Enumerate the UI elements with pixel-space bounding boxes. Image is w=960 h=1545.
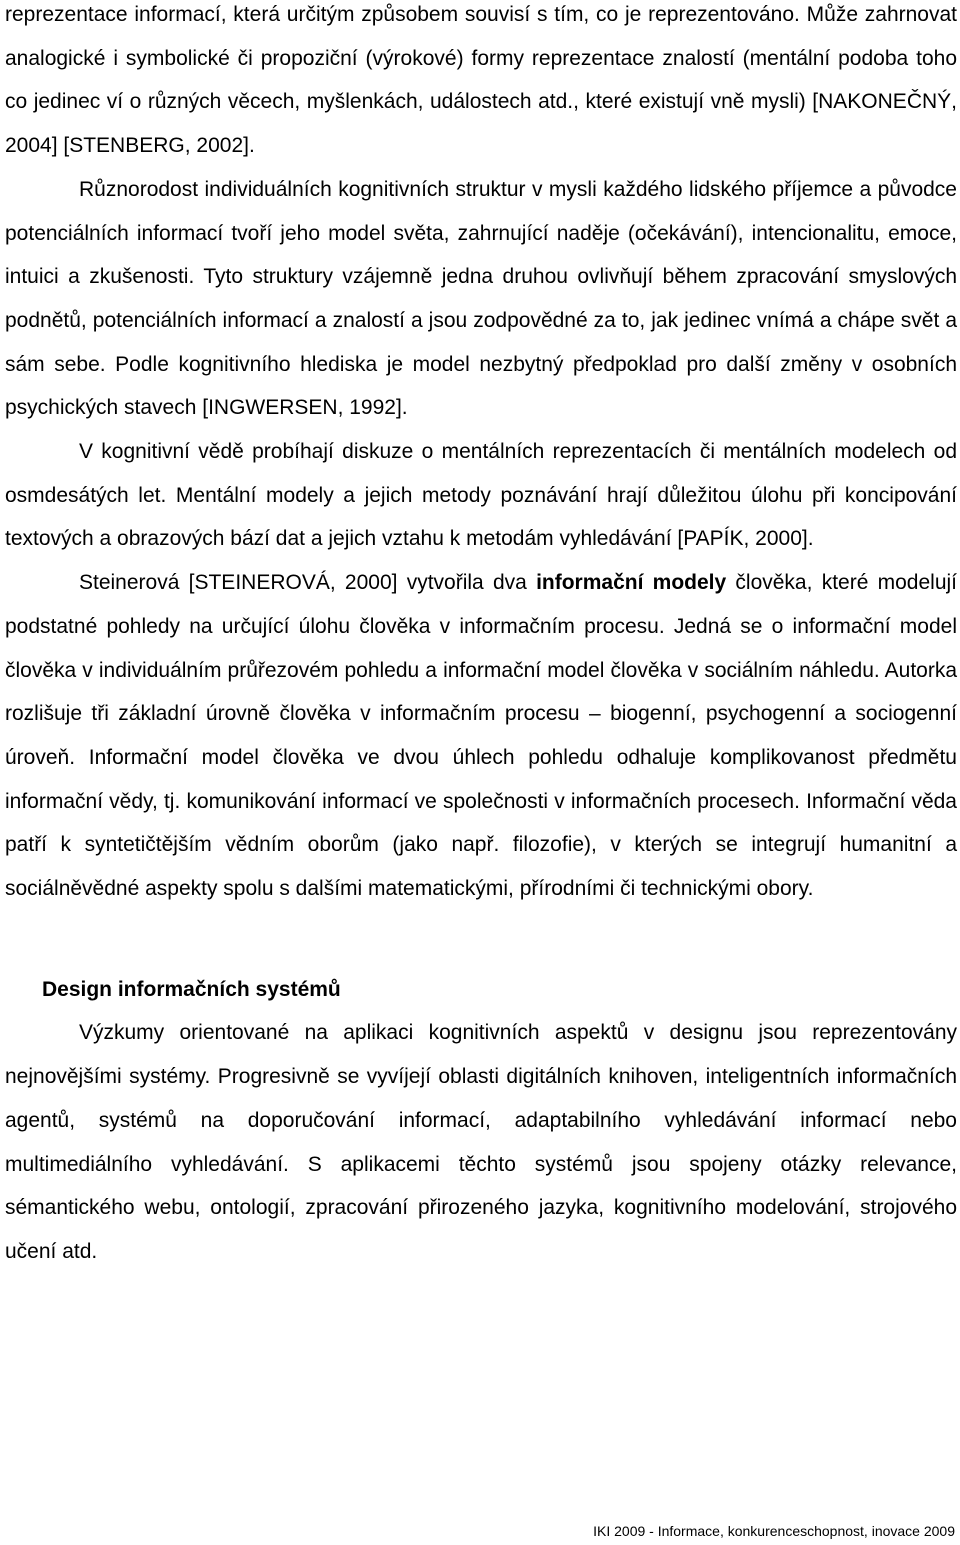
paragraph-2-text: Různorodost individuálních kognitivních struktur v mysli každého lidského příjemce a původce potenciálních informací tvoří jeho model světa, zahrnující naděje (očekávání), intencionalitu, emoce, intuici a zkušenosti. Tyto struktury vzájemně jedna druhou ovlivňují během zpracování smyslových podnětů, potenciálních informací a znalostí a jsou zodpovědné za to, jak jedinec vnímá a chápe svět a sám sebe. Podle kognitivního hlediska je model nezbytný předpoklad pro další změny v osobních psychických stavech [INGWERSEN, 1992].	[5, 177, 957, 420]
paragraph-3-text: V kognitivní vědě probíhají diskuze o mentálních reprezentacích či mentálních modelech od osmdesátých let. Mentální modely a jejich metody poznávání hrají důležitou úlohu při koncipování textových a obrazových bází dat a jejich vztahu k metodám vyhledávání [PAPÍK, 2000].	[5, 440, 957, 551]
paragraph-4-text-start: Steinerová [STEINEROVÁ, 2000] vytvořila dva	[79, 571, 537, 595]
section-heading: Design informačních systémů	[42, 977, 341, 1001]
paragraph-1-text: reprezentace informací, která určitým způsobem souvisí s tím, co je reprezentováno. Může zahrnovat analogické i symbolické či propoziční (výrokové) formy reprezentace znalostí (mentální podoba toho co jedinec ví o různých věcech, myšlenkách, událostech atd., které existují vně mysli) [NAKONEČNÝ, 2004] [STENBERG, 2002].	[5, 3, 957, 158]
document-page	[5, 0, 957, 1274]
paragraph-3	[5, 430, 957, 561]
paragraph-4-text-rest: člověka, které modelují podstatné pohledy na určující úlohu člověka v informačním procesu. Jedná se o informační model člověka v individuálním průřezovém pohledu a informační model člověka v sociálním náhledu. Autorka rozlišuje tři základní úrovně člověka v informačním procesu – biogenní, psychogenní a sociogenní úroveň. Informační model člověka ve dvou úhlech pohledu odhaluje komplikovanost předmětu informační vědy, tj. komunikování informací ve společnosti v informačních procesech. Informační věda patří k syntetičtějším vědním oborům (jako např. filozofie), v kterých se integrují humanitní a sociálněvědné aspekty spolu s dalšími matematickými, přírodními či technickými obory.	[5, 571, 957, 901]
section-paragraph-1-text: Výzkumy orientované na aplikaci kognitivních aspektů v designu jsou reprezentovány nejnovějšími systémy. Progresivně se vyvíjejí oblasti digitálních knihoven, inteligentních informačních agentů, systémů na doporučování informací, adaptabilního vyhledávání informací nebo multimediálního vyhledávání. S aplikacemi těchto systémů jsou spojeny otázky relevance, sémantického webu, ontologií, zpracování přirozeného jazyka, kognitivního modelování, strojového učení atd.	[5, 1021, 957, 1263]
paragraph-1	[5, 0, 957, 168]
section-paragraph-1	[5, 1011, 957, 1273]
paragraph-2	[5, 168, 957, 430]
page-footer: IKI 2009 - Informace, konkurenceschopnost, inovace 2009	[593, 1523, 955, 1539]
paragraph-4	[5, 561, 957, 911]
bold-term-informacni-modely: informační modely	[536, 571, 727, 595]
